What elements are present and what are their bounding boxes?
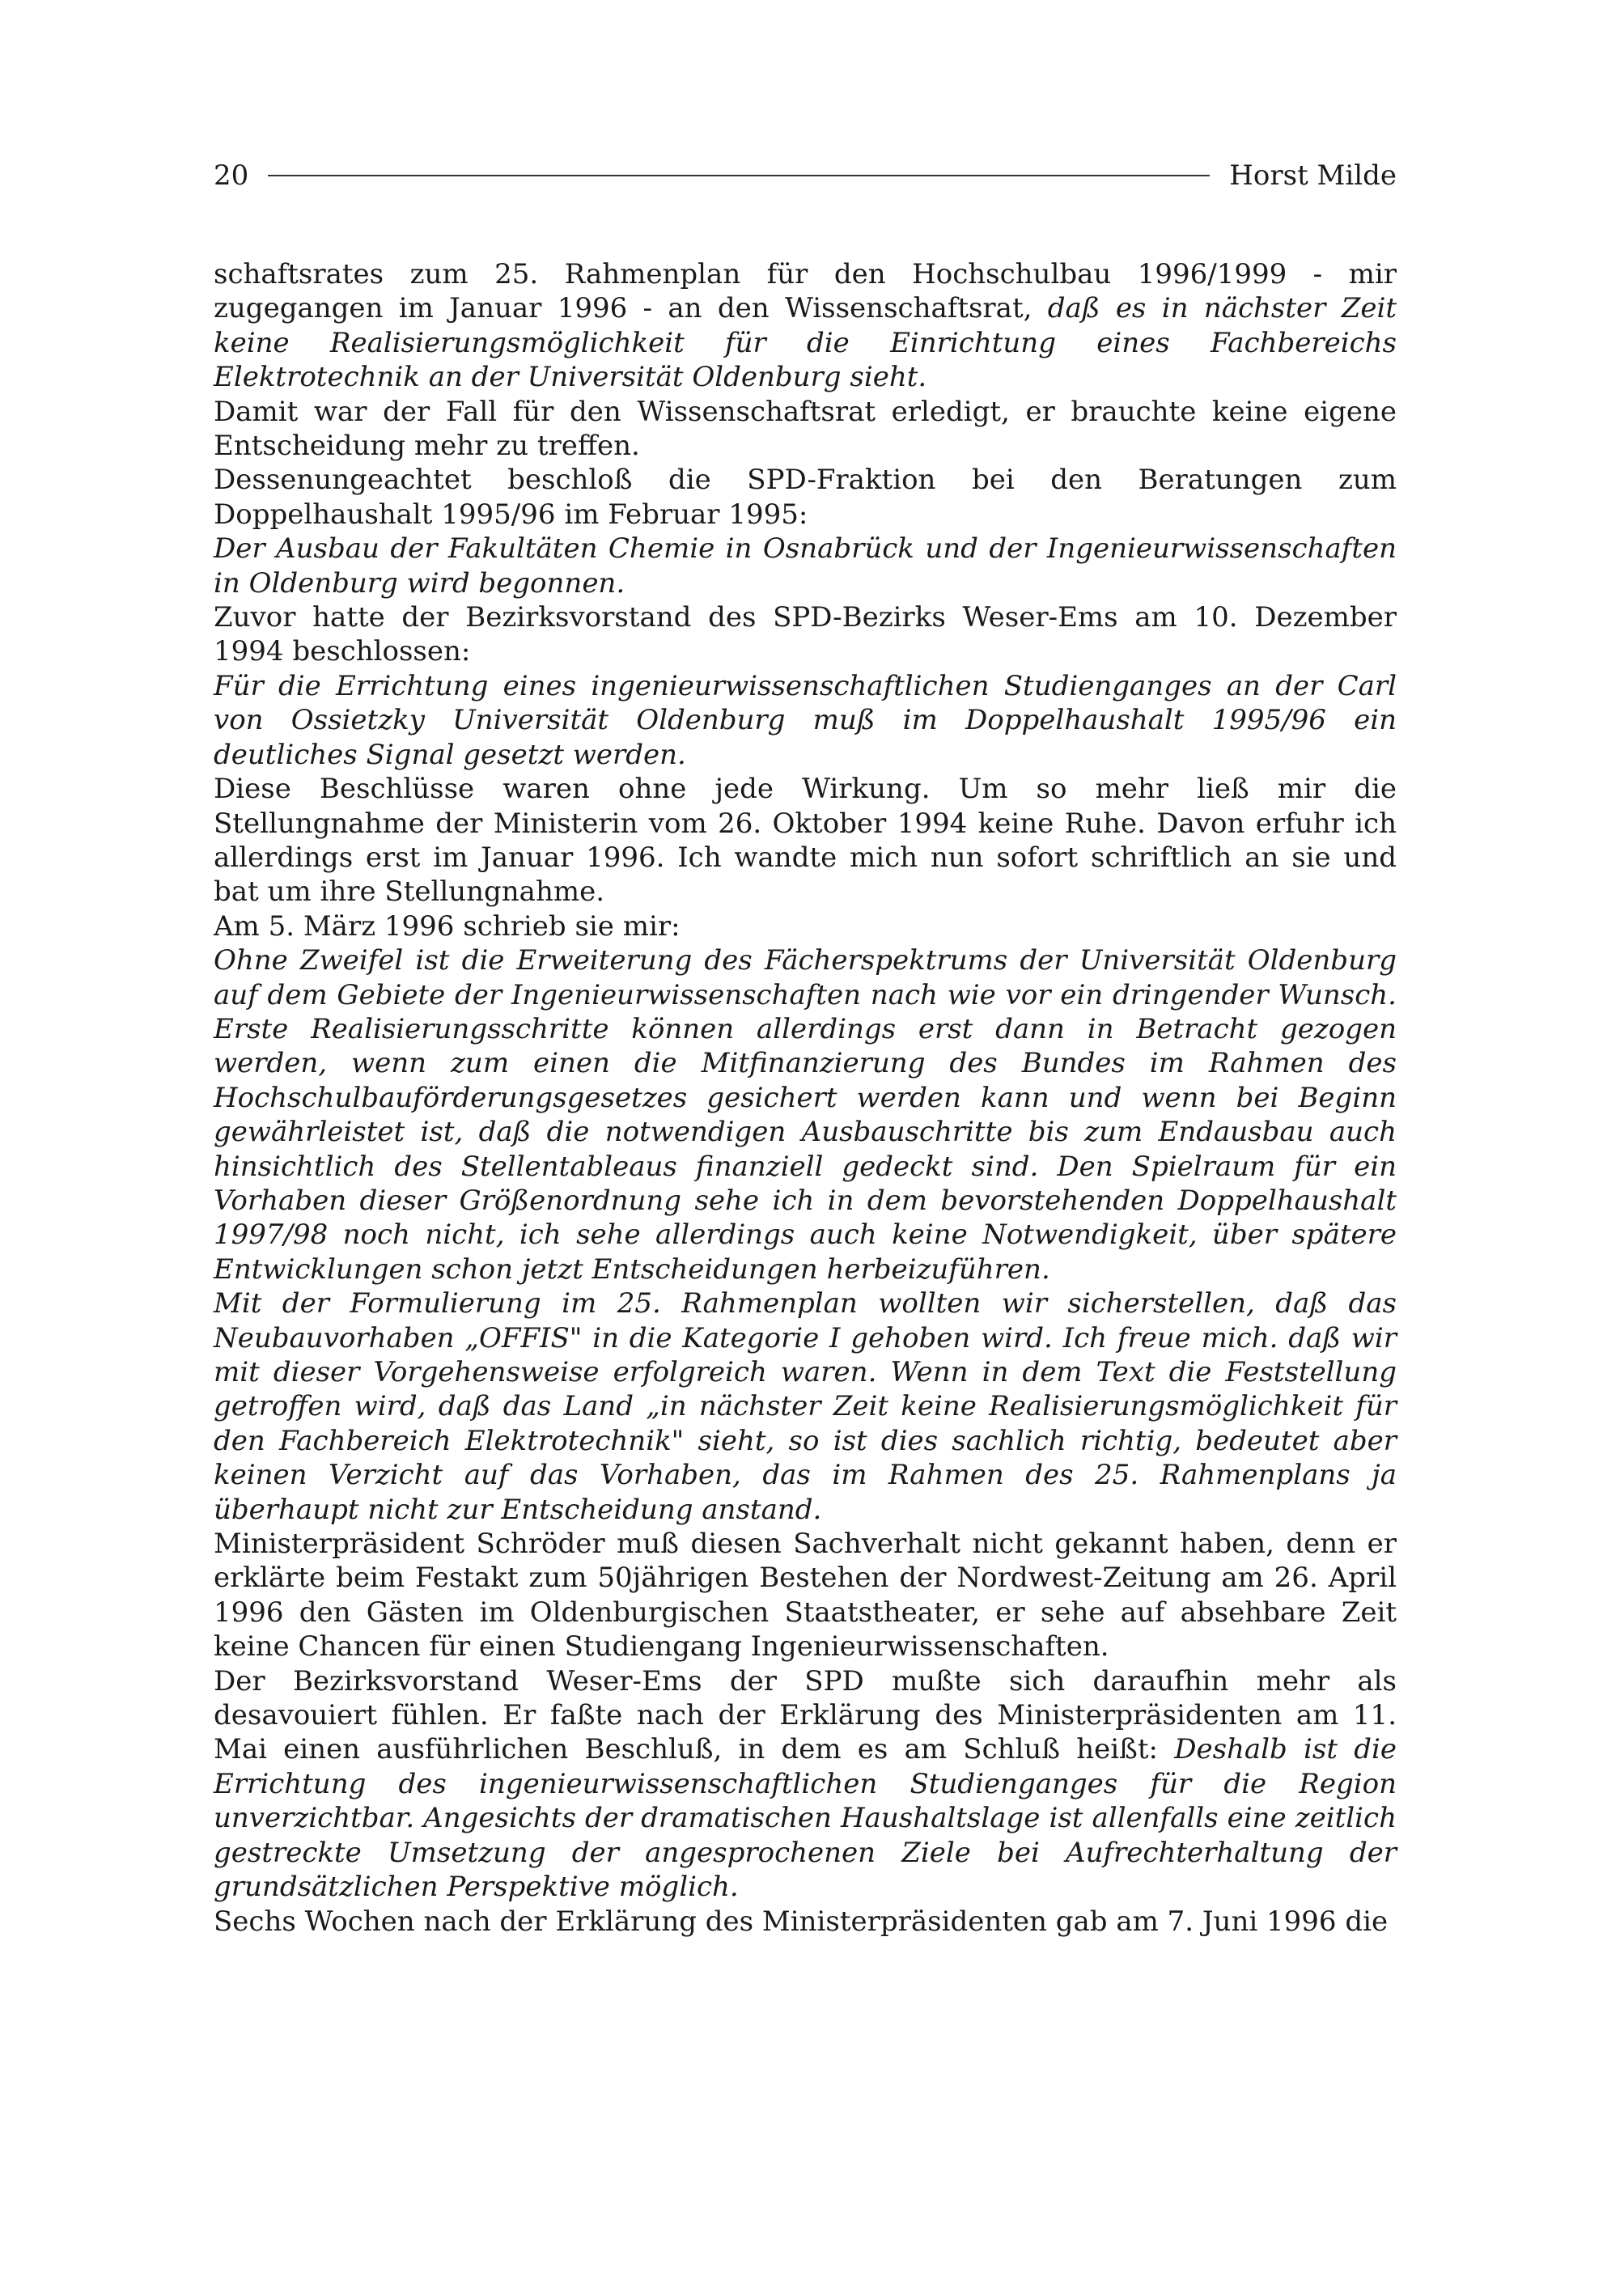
body-text	[214, 257, 1397, 1939]
paragraph-1-quote: daß es in nächster Zeit keine Realisierungsmöglichkeit für die Einrichtung eines Fachbereichs Elektrotechnik an der Universität Oldenburg sieht.	[214, 292, 1397, 394]
paragraph-8-text: Der Bezirksvorstand Weser-Ems der SPD mußte sich daraufhin mehr als desavouiert fühlen. Er faßte nach der Erklärung des Ministerpräsidenten am 11. Mai einen ausführlichen Beschluß, in dem es am Schluß heißt:	[214, 1664, 1397, 1766]
paragraph-5: Diese Beschlüsse waren ohne jede Wirkung. Um so mehr ließ mir die Stellungnahme der Ministerin vom 26. Oktober 1994 keine Ruhe. Davon erfuhr ich allerdings erst im Januar 1996. Ich wandte mich nun sofort schriftlich an sie und bat um ihre Stellungnahme.	[214, 773, 1397, 909]
page-number: 20	[214, 159, 249, 192]
paragraph-9: Sechs Wochen nach der Erklärung des Ministerpräsidenten gab am 7. Juni 1996 die	[214, 1905, 1389, 1938]
paragraph-1	[214, 257, 1397, 395]
document-page	[214, 159, 1397, 1939]
paragraph-2: Damit war der Fall für den Wissenschaftsrat erledigt, er brauchte keine eigene Entscheidung mehr zu treffen.	[214, 395, 1397, 463]
quote-spd-fraktion: Der Ausbau der Fakultäten Chemie in Osnabrück und der Ingenieurwissenschaften in Oldenburg wird begonnen.	[214, 532, 1397, 600]
paragraph-8	[214, 1664, 1397, 1905]
header-rule	[268, 175, 1210, 176]
quote-bezirksvorstand: Für die Errichtung eines ingenieurwissenschaftlichen Studienganges an der Carl von Ossietzky Universität Oldenburg muß im Doppelhaushalt 1995/96 ein deutliches Signal gesetzt werden.	[214, 669, 1397, 771]
paragraph-7: Ministerpräsident Schröder muß diesen Sachverhalt nicht gekannt haben, denn er erklärte beim Festakt zum 50jährigen Bestehen der Nordwest-Zeitung am 26. April 1996 den Gästen im Oldenburgischen Staatstheater, er sehe auf absehbare Zeit keine Chancen für einen Studiengang Ingenieurwissenschaften.	[214, 1528, 1397, 1664]
paragraph-1-text: schaftsrates zum 25. Rahmenplan für den Hochschulbau 1996/1999 - mir zugegangen im Januar 1996 - an den Wissenschaftsrat,	[214, 258, 1397, 325]
paragraph-6: Am 5. März 1996 schrieb sie mir:	[214, 909, 681, 943]
running-header	[214, 159, 1397, 192]
quote-ministerin-letter-continued: Mit der Formulierung im 25. Rahmenplan wollten wir sicherstellen, daß das Neubauvorhaben „OFFIS" in die Kategorie I gehoben wird. Ich freue mich. daß wir mit dieser Vorgehensweise erfolgreich waren. Wenn in dem Text die Feststellung getroffen wird, daß das Land „in nächster Zeit keine Realisierungsmöglichkeit für den Fachbereich Elektrotechnik" sieht, so ist dies sachlich richtig, bedeutet aber keinen Verzicht auf das Vorhaben, das im Rahmen des 25. Rahmenplans ja überhaupt nicht zur Entscheidung anstand.	[214, 1287, 1397, 1526]
quote-ministerin-letter: Ohne Zweifel ist die Erweiterung des Fächerspektrums der Universität Oldenburg auf dem Gebiete der Ingenieurwissenschaften nach wie vor ein dringender Wunsch. Erste Realisierungsschritte können allerdings erst dann in Betracht gezogen werden, wenn zum einen die Mitfinanzierung des Bundes im Rahmen des Hochschulbauförderungsgesetzes gesichert werden kann und wenn bei Beginn gewährleistet ist, daß die notwendigen Ausbauschritte bis zum Endausbau auch hinsichtlich des Stellentableaus finanziell gedeckt sind. Den Spielraum für ein Vorhaben dieser Größenordnung sehe ich in dem bevorstehenden Doppelhaushalt 1997/98 noch nicht, ich sehe allerdings auch keine Notwendigkeit, über spätere Entwicklungen schon jetzt Entscheidungen herbeizuführen.	[214, 944, 1397, 1286]
paragraph-8-quote: Deshalb ist die Errichtung des ingenieurwissenschaftlichen Studienganges für die Region unverzichtbar. Angesichts der dramatischen Haushaltslage ist allenfalls eine zeitlich gestreckte Umsetzung der angesprochenen Ziele bei Aufrechterhaltung der grundsätzlichen Perspektive möglich.	[214, 1733, 1397, 1904]
paragraph-4: Zuvor hatte der Bezirksvorstand des SPD-Bezirks Weser-Ems am 10. Dezember 1994 beschlossen:	[214, 601, 1397, 668]
author-name: Horst Milde	[1229, 159, 1397, 192]
paragraph-3: Dessenungeachtet beschloß die SPD-Fraktion bei den Beratungen zum Doppelhaushalt 1995/96 im Februar 1995:	[214, 464, 1397, 531]
